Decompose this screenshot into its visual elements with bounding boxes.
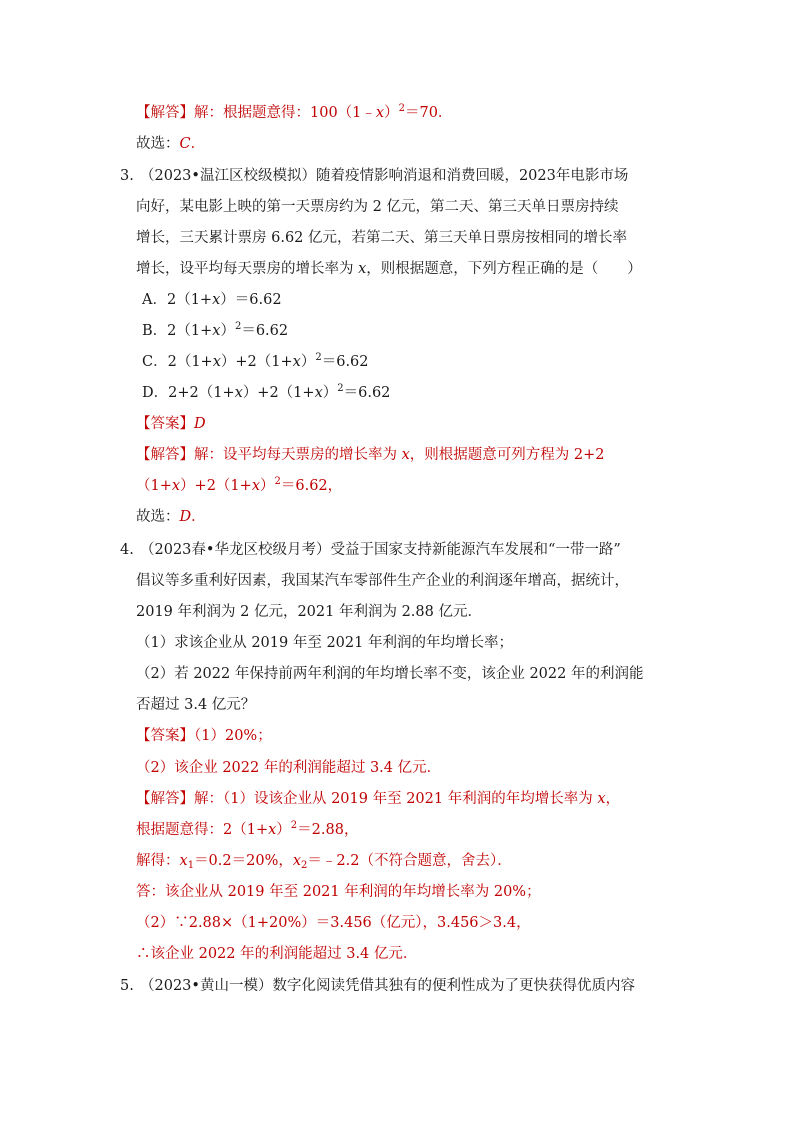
jieda-text: 根据题意得：2（1+ bbox=[136, 822, 269, 838]
exponent: 2 bbox=[315, 352, 322, 363]
q3-jieda-line-1 bbox=[136, 445, 605, 465]
q5-number: 5. bbox=[120, 978, 134, 994]
exponent: 2 bbox=[398, 103, 405, 114]
jieda-text: ＝6.62， bbox=[280, 478, 343, 494]
q4-stem-line-3: 2019 年利润为 2 亿元，2021 年利润为 2.88 亿元． bbox=[136, 604, 482, 620]
option-expr: ） bbox=[220, 323, 235, 339]
exponent: 2 bbox=[337, 383, 344, 394]
jieda-tag: 【解答】 bbox=[136, 105, 194, 121]
q4-sub-2-line-2: 否超过 3.4 亿元？ bbox=[136, 697, 256, 713]
guxuan-label: 故选： bbox=[136, 509, 180, 525]
q3-option-a bbox=[142, 290, 282, 310]
q3-answer-line bbox=[136, 414, 206, 434]
q4-sub-2-line-1: （2）若 2022 年保持前两年利润的年均增长率不变，该企业 2022 年的利润能 bbox=[136, 666, 644, 682]
q4-jieda-line-3 bbox=[136, 851, 512, 871]
q3-stem-line-2: 向好，某电影上映的第一天票房约为 2 亿元，第二天、第三天单日票房持续 bbox=[136, 199, 619, 215]
answer-tag: 【答案】 bbox=[136, 416, 194, 432]
option-expr: 2（1+ bbox=[167, 354, 213, 370]
math-var: x bbox=[597, 791, 606, 807]
q5-stem-line-1: （2023•黄山一模）数字化阅读凭借其独有的便利性成为了更快获得优质内容 bbox=[140, 978, 635, 994]
guxuan-value: C bbox=[179, 136, 191, 152]
math-var: x bbox=[179, 853, 188, 869]
math-var: x bbox=[358, 261, 367, 277]
math-var: x bbox=[212, 354, 221, 370]
option-expr: ） bbox=[322, 385, 338, 401]
q3-option-d bbox=[142, 383, 390, 403]
q4-answer-line-2: （2）该企业 2022 年的利润能超过 3.4 亿元． bbox=[136, 760, 442, 776]
math-var: x bbox=[292, 354, 301, 370]
jieda-text: 解：根据题意得： bbox=[194, 105, 310, 121]
jieda-text: ，则根据题意可列方程为 2+2 bbox=[409, 447, 605, 463]
option-expr: ＝6.62 bbox=[321, 354, 369, 370]
math-var: x bbox=[375, 105, 385, 121]
jieda-expr: 100（1﹣ bbox=[310, 105, 376, 121]
exponent: 2 bbox=[274, 476, 281, 487]
jieda-text: ） bbox=[260, 478, 275, 494]
guxuan-end: ． bbox=[191, 509, 206, 525]
option-expr: ＝6.62 bbox=[343, 385, 391, 401]
option-expr: 2+2（1+ bbox=[168, 385, 235, 401]
subscript: 2 bbox=[301, 860, 308, 871]
q4-jieda-line-5: （2）∵2.88×（1+20%）＝3.456（亿元），3.456＞3.4， bbox=[136, 915, 531, 931]
option-expr: ）+2（1+ bbox=[242, 385, 315, 401]
option-expr: ）+2（1+ bbox=[220, 354, 293, 370]
q3-stem-line-1: （2023•温江区校级模拟）随着疫情影响消退和消费回暖，2023年电影市场 bbox=[140, 168, 629, 184]
prev-guxuan-line bbox=[136, 134, 205, 154]
math-var: x bbox=[268, 822, 277, 838]
q3-option-c bbox=[142, 352, 369, 372]
math-var: x bbox=[401, 447, 410, 463]
stem-text: ，则根据题意，下列方程正确的是（ ） bbox=[366, 261, 642, 277]
math-var: x bbox=[212, 323, 221, 339]
q3-jieda-line-2 bbox=[136, 476, 342, 496]
q4-stem-line-2: 倡议等多重利好因素，我国某汽车零部件生产企业的利润逐年增高，据统计， bbox=[136, 573, 629, 589]
q3-number: 3. bbox=[120, 168, 134, 184]
jieda-text: ＝﹣2.2（不符合题意，舍去）． bbox=[307, 853, 512, 869]
guxuan-value: D bbox=[179, 509, 192, 525]
q4-stem-line-1: （2023春•华龙区校级月考）受益于国家支持新能源汽车发展和“一带一路” bbox=[140, 542, 621, 558]
q4-jieda-line-2 bbox=[136, 820, 358, 840]
jieda-expr: ＝70． bbox=[404, 105, 453, 121]
option-expr: ＝6.62 bbox=[241, 323, 289, 339]
math-var: x bbox=[251, 478, 260, 494]
guxuan-end: ． bbox=[190, 136, 206, 152]
option-letter: A． bbox=[142, 292, 167, 308]
exponent: 2 bbox=[234, 321, 242, 332]
option-expr: 2（1+ bbox=[167, 323, 213, 339]
option-expr: ） bbox=[300, 354, 316, 370]
stem-text: 增长，设平均每天票房的增长率为 bbox=[136, 261, 359, 277]
jieda-text: ， bbox=[605, 791, 621, 807]
jieda-tag: 【解答】 bbox=[136, 447, 194, 463]
q3-stem-line-3: 增长，三天累计票房 6.62 亿元，若第二天、第三天单日票房按相同的增长率 bbox=[136, 230, 628, 246]
answer-tag: 【答案】 bbox=[136, 728, 194, 744]
jieda-text: 解：（1）设该企业从 2019 年至 2021 年利润的年均增长率为 bbox=[194, 791, 598, 807]
q3-option-b bbox=[142, 321, 288, 341]
math-var: x bbox=[171, 478, 181, 494]
q4-number: 4. bbox=[120, 542, 134, 558]
answer-text: （1）20%； bbox=[194, 728, 272, 744]
jieda-text: ＝0.2＝20%， bbox=[194, 853, 293, 869]
option-letter: D． bbox=[142, 385, 169, 401]
q4-sub-1: （1）求该企业从 2019 年至 2021 年利润的年均增长率； bbox=[136, 635, 513, 651]
math-var: x bbox=[212, 292, 221, 308]
q4-answer-line-1 bbox=[136, 726, 272, 746]
q3-stem-line-4 bbox=[136, 259, 642, 279]
jieda-text: ＝2.88， bbox=[297, 822, 359, 838]
q3-guxuan-line bbox=[136, 507, 206, 527]
jieda-text: ） bbox=[276, 822, 291, 838]
q4-jieda-line-1 bbox=[136, 789, 620, 809]
option-expr: 2（1+ bbox=[166, 292, 213, 308]
answer-value: D bbox=[194, 416, 206, 432]
jieda-text: （1+ bbox=[136, 478, 172, 494]
jieda-text: ）+2（1+ bbox=[180, 478, 252, 494]
jieda-expr: ） bbox=[384, 105, 399, 121]
jieda-tag: 【解答】 bbox=[136, 791, 194, 807]
exponent: 2 bbox=[290, 820, 298, 831]
subscript: 1 bbox=[187, 860, 195, 871]
math-var: x bbox=[292, 853, 302, 869]
math-var: x bbox=[314, 385, 323, 401]
option-letter: B． bbox=[142, 323, 168, 339]
prev-jieda-line bbox=[136, 103, 452, 123]
jieda-text: 解：设平均每天票房的增长率为 bbox=[194, 447, 402, 463]
math-var: x bbox=[234, 385, 243, 401]
jieda-text: 解得： bbox=[136, 853, 180, 869]
guxuan-label: 故选： bbox=[136, 136, 180, 152]
option-letter: C． bbox=[142, 354, 168, 370]
q4-jieda-line-6: ∴该企业 2022 年的利润能超过 3.4 亿元． bbox=[136, 946, 418, 962]
option-expr: ）＝6.62 bbox=[220, 292, 282, 308]
q4-jieda-line-4: 答：该企业从 2019 年至 2021 年利润的年均增长率为 20%； bbox=[136, 884, 541, 900]
